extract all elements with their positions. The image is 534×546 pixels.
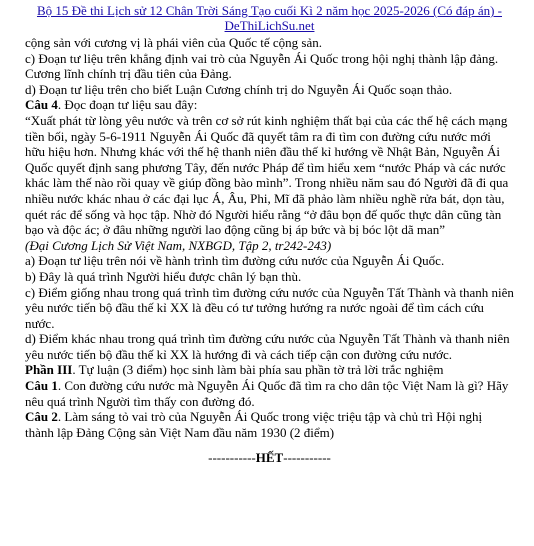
header-title-link[interactable]: Bộ 15 Đề thi Lịch sử 12 Chân Trời Sáng Tạo cuối Kì 2 năm học 2025-2026 (Có đáp án) - xyxy=(36,3,503,18)
option-b-q4: b) Đây là quá trình Người hiểu được chân lý bạn thù. xyxy=(25,268,302,284)
essay-question-1-label: Câu 1 xyxy=(25,378,58,394)
quote-source: (Đại Cương Lịch Sử Việt Nam, NXBGD, Tập 2, tr242-243) xyxy=(25,237,332,253)
document-body xyxy=(25,35,514,440)
option-c-q4: c) Điểm giống nhau trong quá trình tìm đường cứu nước của Nguyễn Tất Thành và thanh niên yêu nước tiến bộ đầu thế kỉ XX là đều có tư tưởng hướng ra nước ngoài để tìm cách cứu nước. xyxy=(25,284,514,331)
option-c-q3: c) Đoạn tư liệu trên khẳng định vai trò của Nguyễn Ái Quốc trong hội nghị thành lập đảng. Cương lĩnh chính trị đầu tiên của Đảng. xyxy=(25,50,499,82)
end-word: HẾT xyxy=(255,450,284,466)
option-a-q4: a) Đoạn tư liệu trên nói về hành trình tìm đường cứu nước của Nguyễn Ái Quốc. xyxy=(25,253,445,269)
end-dashes-left: ----------- xyxy=(208,450,256,466)
question-4 xyxy=(25,97,514,113)
essay-question-1 xyxy=(25,378,514,409)
essay-question-2 xyxy=(25,409,514,440)
quote-passage: “Xuất phát từ lòng yêu nước và trên cơ sở rút kinh nghiệm thất bại của các thế hệ cách mạng tiền bối, ngày 5-6-1911 Nguyễn Ái Quốc đã quyết tâm ra đi tìm con đường cứu nước mới hữu hiệu hơn. Nhưng khác với thế hệ thanh niên đầu thế kỉ hướng về Nhật Bản, Nguyễn Ái Quốc quyết định sang phương Tây, đến nước Pháp để tìm hiểu xem “nước Pháp và các nước khác làm thế nào rồi quay về giúp đồng bào mình”. Trong nhiều năm sau đó Người đã đi qua nhiều nước khác nhau ở các đại lục Á, Âu, Phi, Mĩ đã phảo làm nhiều nghề rửa bát, dọn tàu, quét rác để sống và học tập. Nhờ đó Người hiểu rằng “ở đâu bọn đế quốc thực dân cũng tàn bạo và độc ác; ở đâu những người lao động cũng bị áp bức và bị bóc lột dã man” xyxy=(25,112,509,238)
end-dashes-right: ----------- xyxy=(283,450,331,466)
question-4-text: . Đọc đoạn tư liệu sau đây: xyxy=(57,97,198,113)
document-header xyxy=(25,3,514,33)
part-3-heading xyxy=(25,362,514,378)
paragraph-continuation: cộng sản với cương vị là phái viên của Quốc tế cộng sản. xyxy=(25,35,322,50)
essay-question-2-label: Câu 2 xyxy=(25,409,58,425)
option-d-q4: d) Điểm khác nhau trong quá trình tìm đường cứu nước của Nguyễn Tất Thành và thanh niên yêu nước tiến bộ đầu thế kỉ XX là hướng đi và cách tiếp cận con đường cứu nước. xyxy=(25,331,510,362)
essay-question-2-text: . Làm sáng tỏ vai trò của Nguyễn Ái Quốc trong việc triệu tập và chủ trì Hội nghị thành lập Đảng Cộng sản Việt Nam đầu năm 1930 (2 điểm) xyxy=(25,409,483,440)
essay-question-1-text: . Con đường cứu nước mà Nguyễn Ái Quốc đã tìm ra cho dân tộc Việt Nam là gì? Hãy nêu quá trình Người tìm thấy con đường đó. xyxy=(25,378,509,409)
header-site-link[interactable]: DeThiLichSu.net xyxy=(224,18,315,33)
part-3-text: . Tự luận (3 điểm) học sinh làm bài phía sau phần tờ trả lời trắc nghiệm xyxy=(72,362,444,378)
end-marker xyxy=(25,450,514,466)
question-4-label: Câu 4 xyxy=(25,97,58,113)
part-3-label: Phần III xyxy=(25,362,73,378)
option-d-q3: d) Đoạn tư liệu trên cho biết Luận Cương chính trị do Nguyễn Ái Quốc soạn thảo. xyxy=(25,81,453,97)
